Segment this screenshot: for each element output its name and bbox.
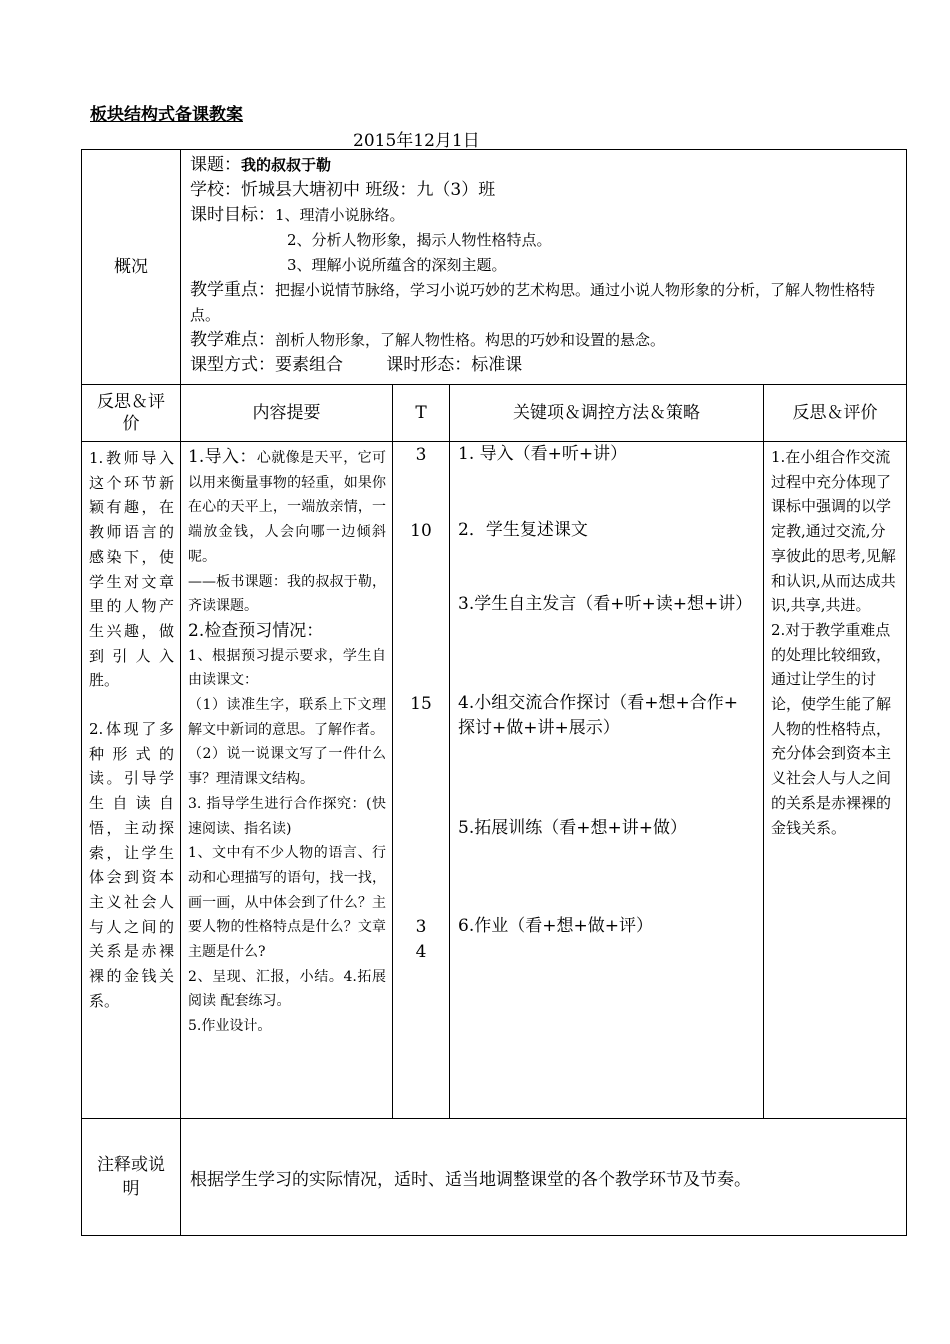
difficulty-prefix: 教学难点： — [190, 330, 275, 350]
overview-content — [181, 150, 907, 385]
header-reflection-right: 反思＆评价 — [764, 385, 907, 442]
school-line: 学校：忻城县大塘初中 班级：九（3）班 — [190, 180, 496, 200]
section-3-title: 3. 指导学生进行合作探究：(快速阅读、指名读) — [188, 795, 386, 837]
key-item-1: 1. 导入（看+听+讲） — [458, 444, 628, 464]
content-cell — [181, 442, 393, 1119]
header-reflection-left: 反思＆评价 — [82, 385, 181, 442]
header-key-items: 关键项＆调控方法＆策略 — [450, 385, 764, 442]
header-content: 内容提要 — [181, 385, 393, 442]
section-3-report: 2、呈现、汇报，小结。4.拓展阅读 配套练习。 — [188, 968, 386, 1010]
key-item-6: 6.作业（看+想+做+评） — [458, 916, 653, 936]
lesson-plan-table — [81, 149, 907, 1236]
key-point-prefix: 教学重点： — [190, 280, 275, 300]
goal-prefix: 课时目标： — [190, 205, 275, 225]
difficulty-text: 剖析人物形象，了解人物性格。构思的巧妙和设置的悬念。 — [275, 331, 666, 349]
time-1: 3 — [415, 445, 427, 465]
key-point-text: 把握小说情节脉络，学习小说巧妙的艺术构思。通过小说人物形象的分析，了解人物性格特点。 — [190, 281, 876, 324]
left-reflection-p2: 2.体现了多种形式的读。引导学生自读自悟，主动探索，让学生体会到资本主义社会人与人之间的关系是赤裸裸的金钱关系。 — [89, 720, 174, 1010]
section-2-item-b: （2）说一说课文写了一件什么事？理清课文结构。 — [188, 746, 386, 788]
left-reflection-p1: 1.教师导入这个环节新颖有趣，在教师语言的感染下，使学生对文章里的人物产生兴趣，做到引人入胜。 — [89, 449, 174, 690]
format-line: 课型方式：要素组合 课时形态：标准课 — [190, 355, 523, 375]
right-reflection-cell — [764, 442, 907, 1119]
key-item-2: 2．学生复述课文 — [458, 520, 588, 540]
section-1-board: ——板书课题：我的叔叔于勒，齐读课题。 — [188, 573, 386, 615]
section-3-question: 1、文中有不少人物的语言、行动和心理描写的语句，找一找，画一画，从中体会到了什么？主要人物的性格特点是什么？文章主题是什么? — [188, 845, 386, 961]
header-row — [82, 385, 907, 442]
section-2-title: 2.检查预习情况： — [188, 620, 324, 641]
time-cell — [393, 442, 450, 1119]
section-1-text: 心就像是天平，它可以用来衡量事物的轻重，如果你在心的天平上，一端放亲情，一端放金钱，人会向哪一边倾斜呢。 — [188, 450, 386, 565]
left-reflection-cell — [82, 442, 181, 1119]
goal-3: 3、理解小说所蕴含的深刻主题。 — [287, 256, 507, 274]
goal-2: 2、分析人物形象，揭示人物性格特点。 — [287, 231, 552, 249]
note-label: 注释或说明 — [82, 1119, 181, 1236]
key-item-5: 5.拓展训练（看+想+讲+做） — [458, 818, 687, 838]
key-point-line — [190, 278, 898, 328]
goal-1: 1、理清小说脉络。 — [275, 206, 405, 224]
time-2: 10 — [410, 521, 432, 541]
key-item-4-cont: 探讨+做+讲+展示） — [458, 718, 620, 738]
section-5-homework: 5.作业设计。 — [188, 1018, 272, 1035]
right-reflection-p1: 1.在小组合作交流过程中充分体现了课标中强调的以学定教,通过交流,分享彼此的思考,见解和认识,从而达成共识,共享,共进。 — [771, 448, 896, 615]
section-1-title: 1.导入： — [188, 447, 257, 467]
lesson-body-row — [82, 442, 907, 1119]
time-5: 4 — [415, 942, 427, 962]
goal-line-1 — [190, 203, 898, 228]
note-row — [82, 1119, 907, 1236]
header-time: T — [393, 385, 450, 442]
note-text: 根据学生学习的实际情况，适时、适当地调整课堂的各个教学环节及节奏。 — [181, 1119, 907, 1236]
topic-line — [190, 153, 898, 178]
document-date: 2015年12月1日 — [353, 131, 480, 151]
document-title: 板块结构式备课教案 — [90, 105, 243, 125]
key-item-3: 3.学生自主发言（看+听+读+想+讲） — [458, 594, 753, 614]
key-items-cell — [450, 442, 764, 1119]
time-4: 3 — [415, 917, 427, 937]
overview-row — [82, 150, 907, 385]
section-2-text: 1、根据预习提示要求，学生自由读课文： — [188, 647, 386, 689]
key-item-4: 4.小组交流合作探讨（看+想+合作+ — [458, 693, 738, 713]
topic-title: 我的叔叔于勒 — [241, 156, 332, 174]
topic-prefix: 课题： — [190, 155, 241, 175]
overview-label: 概况 — [82, 150, 181, 385]
time-3: 15 — [410, 694, 432, 714]
difficulty-line — [190, 328, 898, 353]
section-2-item-a: （1）读准生字，联系上下文理解文中新词的意思。了解作者。 — [188, 697, 386, 738]
right-reflection-p2: 2.对于教学重难点的处理比较细致，通过让学生的讨论，使学生能了解人物的性格特点，充分体会到资本主义社会人与人之间的关系是赤裸裸的金钱关系。 — [771, 620, 892, 837]
